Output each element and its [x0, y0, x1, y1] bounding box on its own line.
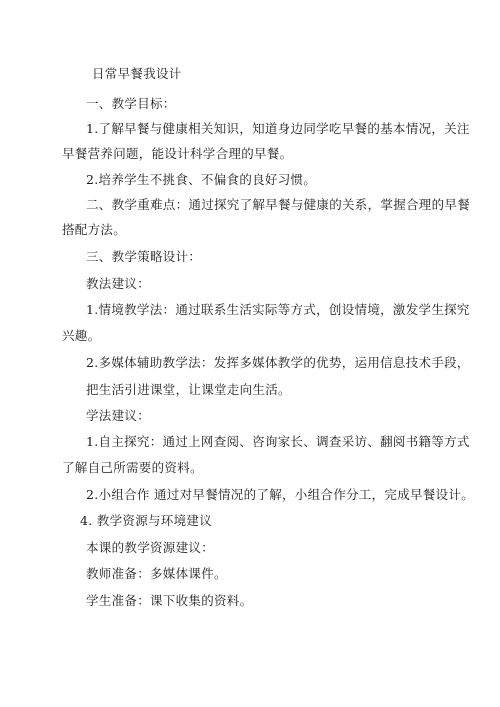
paragraph-line: 1.情境教学法：通过联系生活实际等方式，创设情境，激发学生探究 [86, 302, 470, 317]
heading-objectives: 一、教学目标： [86, 96, 176, 111]
paragraph-line: 把生活引进课堂，让课堂走向生活。 [86, 382, 291, 397]
paragraph-line: 早餐营养问题，能设计科学合理的早餐。 [62, 146, 293, 161]
heading-key-points: 二、教学重难点：通过探究了解早餐与健康的关系，掌握合理的早餐 [86, 197, 471, 212]
paragraph-line: 教师准备：多媒体课件。 [86, 566, 227, 581]
paragraph-line: 2.培养学生不挑食、不偏食的良好习惯。 [86, 172, 317, 187]
subheading-teaching-methods: 教法建议： [86, 276, 151, 291]
heading-strategy: 三、教学策略设计： [86, 249, 202, 264]
heading-resources: 4. 教学资源与环境建议 [80, 513, 212, 528]
paragraph-line: 本课的教学资源建议： [86, 540, 215, 555]
paragraph-line: 学生准备：课下收集的资料。 [86, 593, 253, 608]
paragraph-line: 兴趣。 [62, 328, 101, 343]
paragraph-line: 2.多媒体辅助教学法：发挥多媒体教学的优势，运用信息技术手段， [86, 355, 470, 370]
subheading-learning-methods: 学法建议： [86, 408, 151, 423]
paragraph-line: 搭配方法。 [62, 222, 127, 237]
document-title: 日常早餐我设计 [92, 66, 182, 81]
paragraph-line: 2.小组合作 通过对早餐情况的了解，小组合作分工，完成早餐设计。 [86, 487, 475, 502]
paragraph-line: 了解自己所需要的资料。 [62, 460, 203, 475]
paragraph-line: 1.自主探究：通过上网查阅、咨询家长、调查采访、翻阅书籍等方式 [86, 434, 470, 449]
paragraph-line: 1.了解早餐与健康相关知识，知道身边同学吃早餐的基本情况，关注 [86, 121, 470, 136]
